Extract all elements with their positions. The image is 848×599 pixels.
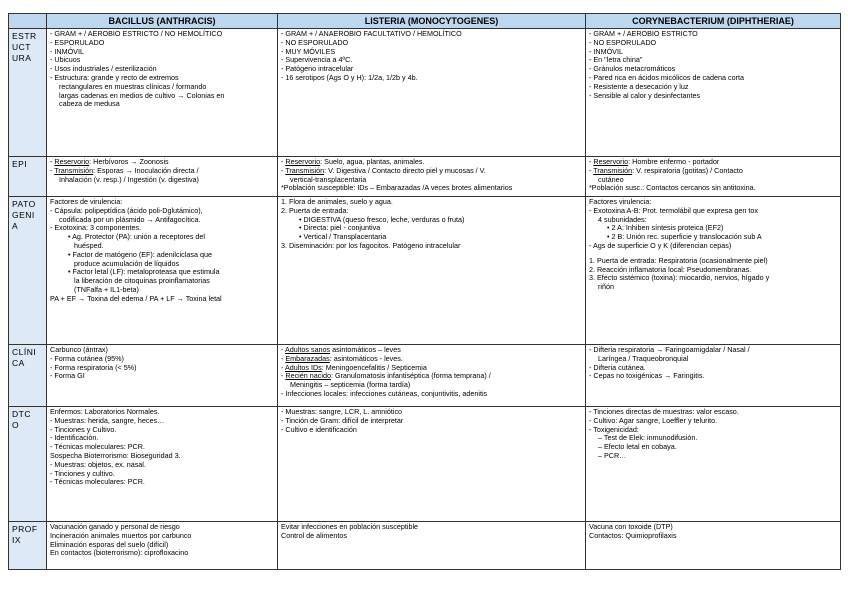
cell-line: - Adultos sanos asintomáticos – leves: [281, 345, 401, 354]
cell-coryne-dtco: [586, 407, 841, 522]
cell-line: - Técnicas moleculares: PCR.: [50, 442, 145, 452]
row-label-line: PROF: [12, 524, 38, 534]
cell-line: huésped.: [74, 240, 104, 250]
row-label-line: EPI: [12, 159, 28, 169]
row-label-line: UCT: [12, 42, 31, 52]
cell-listeria-epi: [278, 157, 586, 197]
cell-line: - Patógeno intracelular: [281, 64, 354, 74]
cell-listeria-profix: [278, 522, 586, 570]
cell-line: Factores virulencia:: [589, 197, 652, 206]
cell-line: - Adultos IDs: Meningoencefalitis / Septicemia: [281, 362, 427, 372]
comparison-table: [8, 13, 841, 570]
underlined-term: Recién nacido: [285, 371, 331, 381]
underlined-term: Transmisión: [593, 165, 633, 175]
cell-line: • 2 A: Inhiben síntesis proteica (EF2): [607, 223, 724, 233]
header-corner: [9, 14, 47, 29]
table-row-estructura: [9, 29, 841, 157]
cell-line: vertical-transplacentaria: [290, 174, 367, 184]
underlined-term: Adultos sanos: [285, 345, 331, 354]
cell-line: - Transmisión: V. respiratoria (gotitas) / Contacto: [589, 165, 743, 175]
cell-line: – Efecto letal en cobaya.: [598, 442, 677, 452]
table-row-dtco: [9, 407, 841, 522]
cell-line: • 2 B: Unión rec. superficie y translocación sub A: [607, 232, 762, 242]
table-row-clinica: [9, 345, 841, 407]
header-corynebacterium: CORYNEBACTERIUM (DIPHTHERIAE): [586, 14, 841, 29]
cell-line: 4 subunidades:: [598, 214, 647, 224]
row-label-line: URA: [12, 53, 32, 63]
cell-line: - Forma cutánea (95%): [50, 353, 124, 363]
cell-line: - GRAM + / AEROBIO ESTRICTO / NO HEMOLÍTICO: [50, 29, 223, 38]
cell-line: 1. Flora de animales, suelo y agua.: [281, 197, 393, 206]
cell-line: PA + EF → Toxina del edema / PA + LF → Toxina letal: [50, 293, 222, 303]
cell-line: - Muestras: sangre, LCR, L. amniótico: [281, 407, 403, 416]
row-label-patogenia: [9, 197, 47, 345]
cell-line: - INMÓVIL: [50, 46, 84, 56]
cell-line: - Ubicuos: [50, 55, 81, 65]
row-label-line: ESTR: [12, 31, 37, 41]
cell-line: - Ags de superficie O y K (diferencian cepas): [589, 240, 732, 250]
cell-line: *Población susceptible: IDs – Embarazadas /A veces brotes alimentarios: [281, 183, 513, 193]
cell-line: 2. Puerta de entrada:: [281, 205, 349, 215]
cell-line: - 16 serotipos (Ags O y H): 1/2a, 1/2b y 4b.: [281, 72, 418, 82]
cell-bacillus-profix: [47, 522, 278, 570]
cell-line: - Tinción de Gram: difícil de interpretar: [281, 415, 404, 425]
cell-line: - Recién nacido: Granulomatosis infantiséptica (forma temprana) /: [281, 371, 491, 381]
row-label-line: O: [12, 420, 20, 430]
cell-line: - Difteria respiratoria → Faringoamigdalar / Nasal /: [589, 345, 750, 354]
cell-line: cutáneo: [598, 174, 624, 184]
row-label-line: PATO: [12, 199, 36, 209]
cell-line: • Factor letal (LF): metaloproteasa que estimula: [68, 267, 220, 277]
cell-line: - Tinciones y cultivo.: [50, 468, 115, 478]
cell-line: Enfermos: Laboratorios Normales.: [50, 407, 160, 416]
underlined-term: Transmisión: [285, 165, 325, 175]
cell-line: - Exotoxina A-B: Prot. termolábil que expresa gen tox: [589, 205, 758, 215]
cell-line: - Resistente a desecación y luz: [589, 81, 689, 91]
cell-line: - Cápsula: polipeptídica (ácido poli-Dglutámico),: [50, 205, 203, 215]
row-label-line: IX: [12, 535, 22, 545]
cell-line: Vacuna con toxoide (DTP): [589, 522, 673, 531]
header-bacillus: BACILLUS (ANTHRACIS): [47, 14, 278, 29]
cell-line: - Pared rica en ácidos micólicos de cadena corta: [589, 72, 745, 82]
cell-line: 3. Efecto sistémico (toxina): miocardio, nervios, hígado y: [589, 273, 770, 283]
cell-line: - INMÓVIL: [589, 46, 623, 56]
cell-line: Carbunco (ántrax): [50, 345, 108, 354]
cell-line: - Reservorio: Hombre enfermo - portador: [589, 157, 720, 166]
cell-line: - En "letra china": [589, 55, 643, 65]
cell-line: - Sensible al calor y desinfectantes: [589, 90, 701, 100]
cell-line: - Supervivencia a 4ºC.: [281, 55, 353, 65]
cell-line: • DIGESTIVA (queso fresco, leche, verduras o fruta): [299, 214, 465, 224]
cell-line: - Infecciones locales: infecciones cutáneas, conjuntivitis, adenitis: [281, 388, 488, 398]
cell-line: (TNFalfa + IL1-beta): [74, 284, 139, 294]
cell-line: Laríngea / Traqueobronquial: [598, 353, 689, 363]
underlined-term: Reservorio: [54, 157, 90, 166]
cell-line: • Vertical / Transplacentaria: [299, 232, 387, 242]
cell-line: • Ag. Protector (PA): unión a receptores del: [68, 232, 206, 242]
cell-listeria-dtco: [278, 407, 586, 522]
cell-line: - ESPORULADO: [50, 37, 105, 47]
cell-line: Vacunación ganado y personal de riesgo: [50, 522, 180, 531]
table-row-epi: [9, 157, 841, 197]
table-row-patogenia: [9, 197, 841, 345]
cell-line: - Usos industriales / esterilización: [50, 64, 157, 74]
cell-line: Eliminación esporas del suelo (difícil): [50, 539, 169, 549]
cell-line: - Transmisión: Esporas → Inoculación directa /: [50, 165, 199, 175]
cell-line: - Transmisión: V. Digestiva / Contacto directo piel y mucosas / V.: [281, 165, 486, 175]
cell-line: - GRAM + / ANAEROBIO FACULTATIVO / HEMOLÍTICO: [281, 29, 462, 38]
cell-line: rectangulares en muestras clínicas / formando: [59, 81, 207, 91]
cell-listeria-patogenia: [278, 197, 586, 345]
table-row-profix: [9, 522, 841, 570]
cell-line: Incineración animales muertos por carbunco: [50, 530, 192, 540]
cell-line: 2. Reacción inflamatoria local: Pseudomembranas.: [589, 264, 752, 274]
cell-bacillus-estructura: [47, 29, 278, 157]
cell-line: - Forma respiratoria (< 5%): [50, 362, 137, 372]
cell-line: Contactos: Quimioprofilaxis: [589, 530, 677, 540]
cell-line: Control de alimentos: [281, 530, 347, 540]
row-label-profix: [9, 522, 47, 570]
cell-bacillus-dtco: [47, 407, 278, 522]
cell-line: Sospecha Bioterrorismo: Bioseguridad 3.: [50, 450, 181, 460]
cell-line: - Cepas no toxigénicas → Faringitis.: [589, 371, 705, 381]
row-label-line: A: [12, 221, 19, 231]
row-label-dtco: [9, 407, 47, 522]
cell-line: En contactos (bioterrorismo): ciprofloxacino: [50, 548, 189, 558]
cell-line: - NO ESPORULADO: [589, 37, 657, 47]
header-row: [9, 14, 841, 29]
cell-line: - Técnicas moleculares: PCR.: [50, 477, 145, 487]
cell-coryne-patogenia: [586, 197, 841, 345]
cell-coryne-epi: [586, 157, 841, 197]
cell-line: 1. Puerta de entrada: Respiratoria (ocasionalmente piel): [589, 255, 768, 265]
cell-line: la liberación de citoquinas proinflamatorias: [74, 276, 210, 286]
cell-line: - Exotoxina: 3 componentes.: [50, 223, 142, 233]
cell-line: - Reservorio: Herbívoros → Zoonosis: [50, 157, 169, 166]
cell-line: Evitar infecciones en población susceptible: [281, 522, 419, 531]
cell-line: cabeza de medusa: [59, 99, 120, 109]
cell-line: • Directa: piel - conjuntiva: [299, 223, 381, 233]
cell-line: - MUY MÓVILES: [281, 46, 336, 56]
cell-bacillus-epi: [47, 157, 278, 197]
underlined-term: Reservorio: [285, 157, 321, 166]
cell-line: - Cultivo e identificación: [281, 424, 357, 434]
cell-bacillus-patogenia: [47, 197, 278, 345]
underlined-term: Transmisión: [54, 165, 94, 175]
cell-line: 3. Diseminación: por los fagocitos. Patógeno intracelular: [281, 240, 461, 250]
cell-line: - Gránulos metacromáticos: [589, 64, 676, 74]
cell-line: Factores de virulencia:: [50, 197, 123, 206]
underlined-term: Reservorio: [593, 157, 629, 166]
cell-coryne-estructura: [586, 29, 841, 157]
cell-line: - Forma GI: [50, 371, 85, 381]
cell-coryne-clinica: [586, 345, 841, 407]
cell-line: - Difteria cutánea.: [589, 362, 646, 372]
row-label-estructura: [9, 29, 47, 157]
cell-bacillus-clinica: [47, 345, 278, 407]
cell-line: - Cultivo: Agar sangre, Loeffler y telurito.: [589, 415, 718, 425]
cell-listeria-estructura: [278, 29, 586, 157]
underlined-term: Adultos IDs: [285, 362, 322, 372]
cell-line: codificada por un plásmido → Antifagocítica.: [59, 214, 201, 224]
cell-coryne-profix: [586, 522, 841, 570]
cell-line: - Identificación.: [50, 433, 99, 443]
cell-line: produce acumulación de líquidos: [74, 258, 180, 268]
header-listeria: LISTERIA (MONOCYTOGENES): [278, 14, 586, 29]
cell-line: - Estructura: grande y recto de extremos: [50, 72, 179, 82]
cell-line: - Muestras: objetos, ex. nasal.: [50, 459, 146, 469]
row-label-line: CLÍNI: [12, 347, 37, 357]
row-label-epi: [9, 157, 47, 197]
cell-line: Inhalación (v. resp.) / Ingestión (v. digestiva): [59, 174, 199, 184]
underlined-term: Embarazadas: [285, 353, 330, 363]
cell-line: - Tinciones y Cultivo.: [50, 424, 117, 434]
row-label-line: CA: [12, 358, 25, 368]
row-label-line: DTC: [12, 409, 31, 419]
cell-line: Meningitis – septicemia (forma tardía): [290, 380, 411, 390]
cell-listeria-clinica: [278, 345, 586, 407]
cell-line: - Reservorio: Suelo, agua, plantas, animales.: [281, 157, 425, 166]
row-label-line: GENI: [12, 210, 35, 220]
cell-line: – PCR…: [598, 450, 627, 460]
cell-line: - Toxigenicidad:: [589, 424, 639, 434]
cell-line: - GRAM + / AEROBIO ESTRICTO: [589, 29, 698, 38]
row-label-clinica: [9, 345, 47, 407]
cell-line: - Embarazadas: asintomáticos - leves.: [281, 353, 403, 363]
cell-line: largas cadenas en medios de cultivo → Colonias en: [59, 90, 225, 100]
cell-line: - NO ESPORULADO: [281, 37, 349, 47]
cell-line: – Test de Elek: inmunodifusión.: [598, 433, 698, 443]
cell-line: • Factor de matógeno (EF): adenilciclasa que: [68, 249, 212, 259]
cell-line: - Tinciones directas de muestras: valor escaso.: [589, 407, 739, 416]
cell-line: - Muestras: herida, sangre, heces…: [50, 415, 165, 425]
cell-line: *Población susc.: Contactos cercanos sin antitoxina.: [589, 183, 756, 193]
cell-line: riñón: [598, 282, 614, 292]
